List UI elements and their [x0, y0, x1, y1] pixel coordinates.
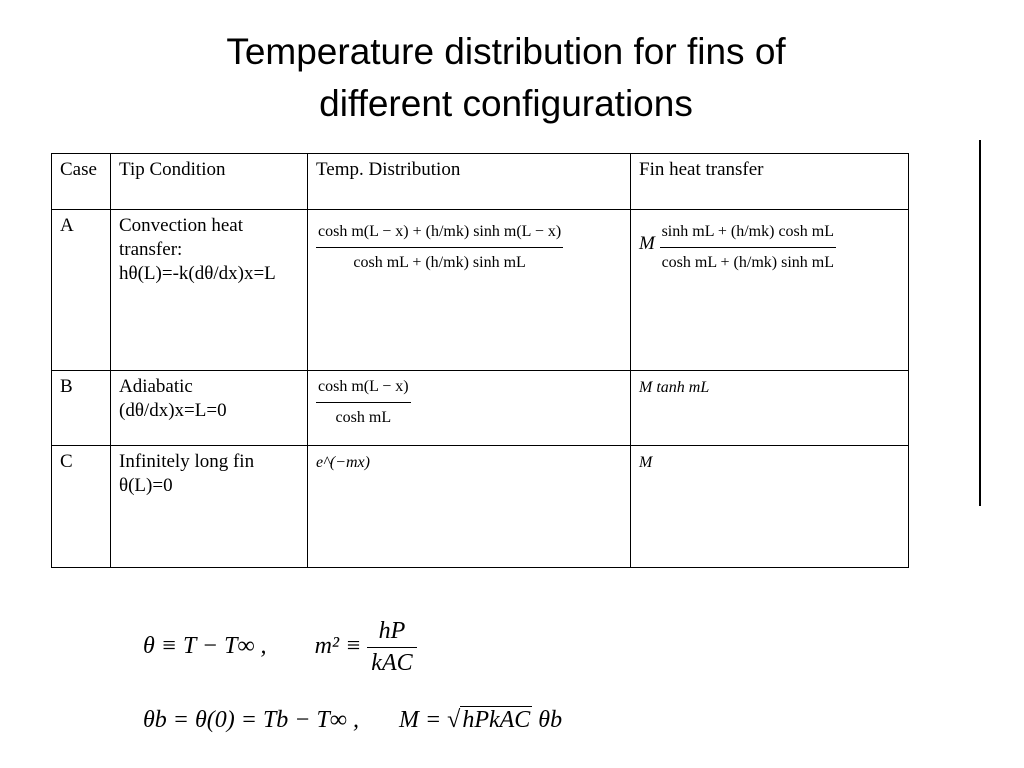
equation-lhs: θb = θ(0) = Tb − T∞ , [143, 707, 359, 733]
equation-theta-definition [143, 618, 417, 677]
vertical-divider [979, 140, 981, 506]
formula-numerator: sinh mL + (h/mk) cosh mL [660, 220, 836, 248]
header-tip-condition: Tip Condition [111, 154, 308, 210]
temp-distribution-cell [308, 446, 631, 568]
equation-M: M = [398, 707, 442, 733]
equation-numerator: hP [367, 618, 416, 648]
case-cell: C [52, 446, 111, 568]
tip-condition-formula: (dθ/dx)x=L=0 [119, 400, 227, 421]
formula-denominator: cosh mL + (h/mk) sinh mL [353, 254, 526, 271]
formula-numerator: cosh m(L − x) [316, 375, 411, 403]
title-line-2: different configurations [319, 83, 693, 124]
tip-condition-line: Convection heat transfer: [119, 215, 243, 260]
temp-distribution-cell [308, 371, 631, 446]
title-line-1: Temperature distribution for fins of [226, 31, 786, 72]
header-case: Case [52, 154, 111, 210]
tip-condition-cell [111, 446, 308, 568]
equation-denominator: kAC [371, 650, 413, 676]
tip-condition-line: Infinitely long fin [119, 451, 255, 472]
formula-numerator: cosh m(L − x) + (h/mk) sinh m(L − x) [316, 220, 563, 248]
case-cell: B [52, 371, 111, 446]
slide-title [0, 26, 1012, 130]
equation-base-definition [143, 706, 562, 734]
equation-m-squared: m² ≡ [314, 633, 362, 660]
table-row [52, 210, 909, 371]
formula-denominator: cosh mL + (h/mk) sinh mL [661, 254, 834, 271]
formula-denominator: cosh mL [335, 409, 392, 426]
equation-lhs: θ ≡ T − T∞ , [143, 633, 267, 660]
table-row [52, 371, 909, 446]
heat-transfer-cell [631, 446, 909, 568]
header-fin-heat-transfer: Fin heat transfer [631, 154, 909, 210]
tip-condition-formula: θ(L)=0 [119, 475, 173, 496]
tip-condition-cell [111, 371, 308, 446]
equation-sqrt-content: hPkAC [462, 707, 531, 733]
heat-transfer-cell [631, 210, 909, 371]
formula-text: M [639, 454, 653, 471]
fin-table [51, 153, 909, 568]
sqrt-icon: √ [447, 707, 461, 733]
formula-prefix: M [639, 232, 655, 254]
formula-text: M tanh mL [639, 379, 710, 396]
tip-condition-cell [111, 210, 308, 371]
equation-tail: θb [538, 707, 563, 733]
heat-transfer-cell [631, 371, 909, 446]
formula-text: e^(−mx) [316, 454, 370, 471]
table-header-row [52, 154, 909, 210]
temp-distribution-cell [308, 210, 631, 371]
header-temp-distribution: Temp. Distribution [308, 154, 631, 210]
case-cell: A [52, 210, 111, 371]
table-row [52, 446, 909, 568]
tip-condition-formula: hθ(L)=-k(dθ/dx)x=L [119, 263, 276, 284]
tip-condition-line: Adiabatic [119, 376, 193, 397]
